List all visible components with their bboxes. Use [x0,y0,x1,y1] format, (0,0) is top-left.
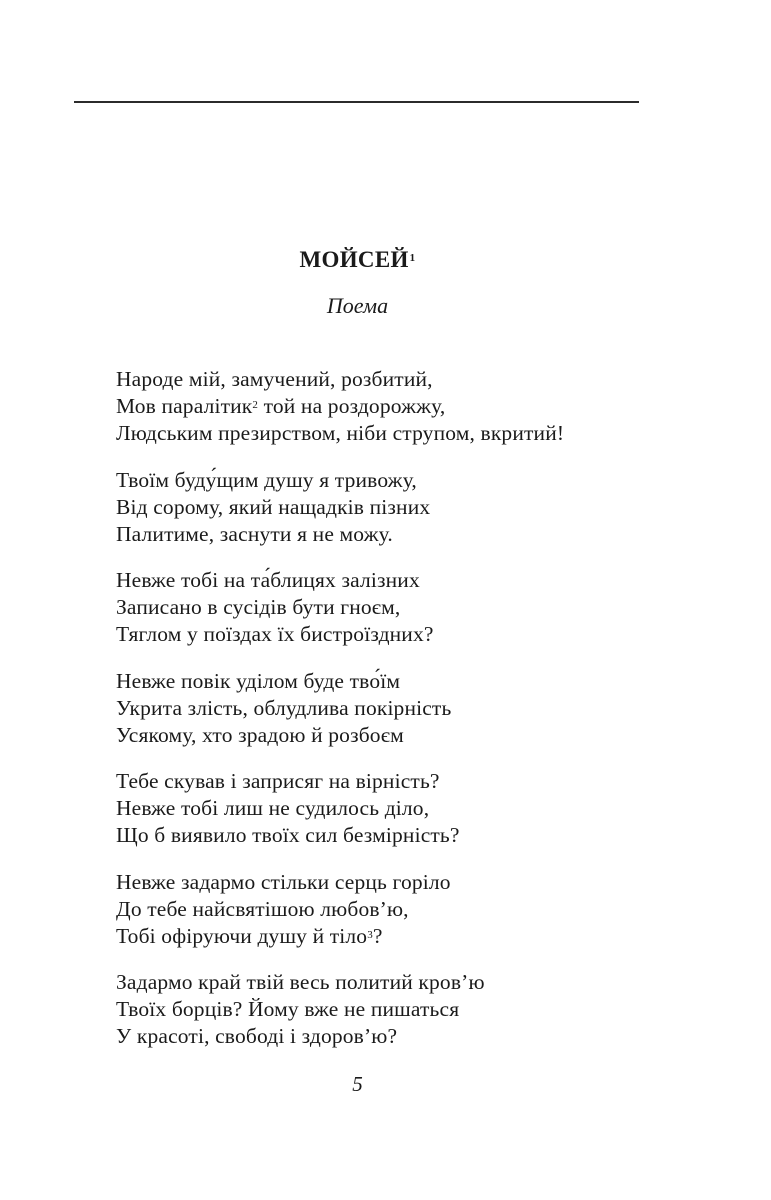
poem-line [116,923,676,950]
line-text: Невже задармо стільки серць горіло [116,869,451,894]
poem-line [116,621,676,648]
line-text: Людським презирством, ніби струпом, вкритий! [116,421,565,445]
poem-line [116,768,676,795]
line-text: Записано в сусідів бути гноєм, [116,595,401,619]
stanza [116,567,676,648]
stanza [116,366,676,447]
poem-line [116,996,676,1023]
line-text: Задармо край твій весь политий кров’ю [116,970,485,994]
line-text: У красоті, свободі і здоров’ю? [116,1024,398,1048]
footnote-marker: 1 [409,252,416,264]
poem-title [0,246,715,274]
line-text: Невже тобі лиш не судилось діло, [116,796,430,820]
stanza [116,768,676,849]
poem-line [116,869,676,896]
poem-line [116,521,676,548]
page-number: 5 [352,1072,363,1096]
line-text: Невже тобі на та́блицях залізних [116,568,420,592]
line-text: Палитиме, заснути я не можу. [116,521,393,546]
line-text: той на роздорожжу, [258,394,446,418]
stanza [116,869,676,950]
poem-line [116,393,676,420]
poem-line [116,567,676,594]
line-text: Твоїх борців? Йому вже не пишаться [116,997,460,1021]
line-text: Мов паралітик [116,394,253,418]
poem-line [116,467,676,494]
poem-line [116,366,676,393]
poem-line [116,594,676,621]
poem-line [116,969,676,996]
poem-subtitle: Поема [326,293,389,318]
top-rule [74,101,639,103]
line-text: Тебе скував і заприсяг на вірність? [116,769,440,793]
poem-line [116,695,676,722]
poem-line [116,896,676,923]
poem-line [116,1023,676,1050]
poem-line [116,795,676,822]
line-text: Укрита злість, облудлива покірність [116,695,452,720]
poem-line [116,822,676,849]
poem-body [116,366,676,1070]
poem-line [116,722,676,749]
line-text: Народе мій, замучений, розбитий, [116,367,433,391]
poem-line [116,668,676,695]
line-text: Тяглом у поїздах їх бистроїздних? [116,622,434,646]
stanza [116,467,676,548]
line-text: Твоїм буду́щим душу я тривожу, [116,467,417,492]
stanza [116,969,676,1050]
stanza [116,668,676,749]
line-text: Невже повік уділом буде тво́їм [116,668,401,693]
line-text: Що б виявило твоїх сил безмірність? [116,823,460,847]
poem-line [116,420,676,447]
poem-title-text: МОЙСЕЙ [299,247,409,272]
line-text: Тобі офіруючи душу й тіло [116,923,368,948]
poem-line [116,494,676,521]
line-text: ? [372,923,383,948]
line-text: Усякому, хто зрадою й розбоєм [116,722,404,747]
footnote-marker: 3 [367,928,373,941]
footnote-marker: 2 [252,399,259,411]
line-text: Від сорому, який нащадків пізних [116,494,431,519]
line-text: До тебе найсвятішою любов’ю, [116,896,409,921]
